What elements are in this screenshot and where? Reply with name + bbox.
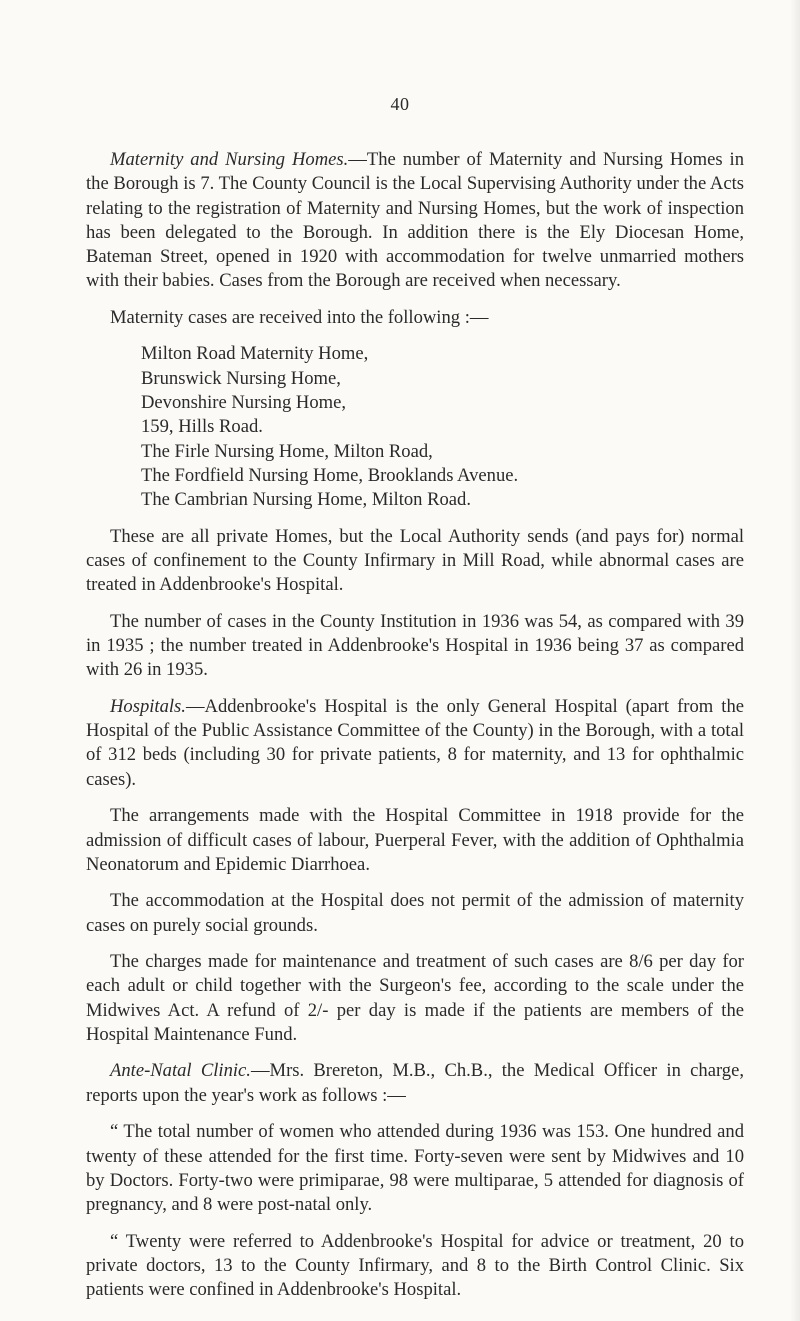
list-item: The Firle Nursing Home, Milton Road, bbox=[141, 440, 433, 462]
page-number: 40 bbox=[390, 94, 410, 114]
paragraph-hospitals bbox=[86, 695, 744, 792]
list-item: Devonshire Nursing Home, bbox=[141, 392, 347, 414]
section-heading-ante-natal-clinic: Ante-Natal Clinic. bbox=[110, 1060, 251, 1082]
paragraph-ante-natal-clinic bbox=[86, 1059, 744, 1108]
nursing-homes-list bbox=[86, 342, 744, 512]
paragraph-accommodation: The accommodation at the Hospital does not permit of the admission of maternity cases on purely social grounds. bbox=[86, 890, 744, 936]
paragraph-maternity-homes bbox=[86, 148, 744, 294]
paragraph-county-institution: The number of cases in the County Institution in 1936 was 54, as compared with 39 in 1935 ; the number treated in Addenbrooke's Hospital in 1936 being 37 as compared with 26 in 1935. bbox=[86, 610, 744, 681]
paragraph-private-homes: These are all private Homes, but the Local Authority sends (and pays for) normal cases of confinement to the County Infirmary in Mill Road, while abnormal cases are treated in Addenbrooke's Hospital. bbox=[86, 525, 744, 596]
paragraph-text: —The number of Maternity and Nursing Homes in the Borough is 7. The County Council is the Local Supervising Authority under the Acts relating to the registration of Maternity and Nursing Homes, but the work of inspection has been delegated to the Borough. In addition there is the Ely Diocesan Home, Bateman Street, opened in 1920 with accommodation for twelve unmarried mothers with their babies. Cases from the Borough are received when necessary. bbox=[86, 149, 744, 292]
list-item: The Cambrian Nursing Home, Milton Road. bbox=[141, 489, 471, 511]
paragraph-charges: The charges made for maintenance and treatment of such cases are 8/6 per day for each adult or child together with the Surgeon's fee, according to the scale under the Midwives Act. A refund of 2/- per day is made if the patients are members of the Hospital Maintenance Fund. bbox=[86, 951, 744, 1045]
paragraph-text: —Addenbrooke's Hospital is the only General Hospital (apart from the Hospital of the Public Assistance Committee of the County) in the Borough, with a total of 312 beds (including 30 for private patients, 8 for maternity, and 13 for ophthalmic cases). bbox=[86, 695, 744, 790]
page-edge-shadow bbox=[790, 0, 800, 1321]
list-item: Brunswick Nursing Home, bbox=[141, 367, 341, 389]
paragraph-arrangements: The arrangements made with the Hospital Committee in 1918 provide for the admission of difficult cases of labour, Puerperal Fever, with the addition of Ophthalmia Neonatorum and Epidemic Diarrhoea. bbox=[86, 805, 744, 875]
paragraph-quote-attendance: “ The total number of women who attended during 1936 was 153. One hundred and twenty of these attended for the first time. Forty-seven were sent by Midwives and 10 by Doctors. Forty-two were primiparae, 98 were multiparae, 5 attended for diagnosis of pregnancy, and 8 were post-natal only. bbox=[86, 1121, 744, 1216]
list-item: The Fordfield Nursing Home, Brooklands Avenue. bbox=[141, 464, 519, 486]
document-body bbox=[86, 148, 744, 1315]
paragraph-cases-received: Maternity cases are received into the following :— bbox=[110, 306, 489, 328]
section-heading-hospitals: Hospitals. bbox=[110, 695, 186, 717]
paragraph-quote-referrals: “ Twenty were referred to Addenbrooke's Hospital for advice or treatment, 20 to private doctors, 13 to the County Infirmary, and 8 to the Birth Control Clinic. Six patients were confined in Addenbrooke's Hospital. bbox=[86, 1230, 744, 1301]
section-heading-maternity-homes: Maternity and Nursing Homes. bbox=[110, 149, 349, 170]
list-item: Milton Road Maternity Home, bbox=[141, 343, 369, 365]
paragraph-text: —Mrs. Brereton, M.B., Ch.B., the Medical Officer in charge, reports upon the year's work as follows :— bbox=[86, 1060, 744, 1106]
list-item: 159, Hills Road. bbox=[141, 416, 263, 438]
